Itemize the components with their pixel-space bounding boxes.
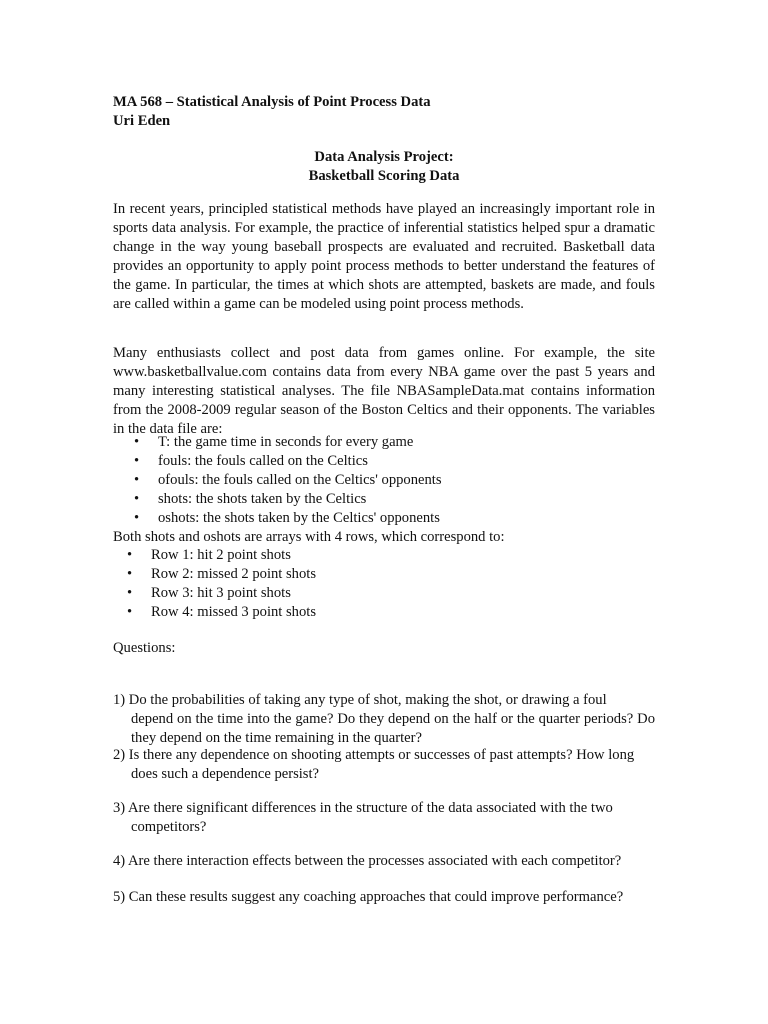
question-first-line: 1) Do the probabilities of taking any type of shot, making the shot, or drawing a foul <box>113 692 607 708</box>
project-title-line-2: Basketball Scoring Data <box>308 167 460 184</box>
list-item: • Row 1: hit 2 point shots <box>151 546 316 565</box>
list-item: • Row 3: hit 3 point shots <box>151 584 316 603</box>
question-1 <box>113 691 655 748</box>
question-first-line: 2) Is there any dependence on shooting attempts or successes of past attempts? How long <box>113 747 635 763</box>
question-3 <box>113 799 655 837</box>
question-continuation: competitors? <box>131 818 207 835</box>
course-title: MA 568 – Statistical Analysis of Point Process Data <box>113 94 431 110</box>
question-5 <box>113 888 655 907</box>
list-item: • oshots: the shots taken by the Celtics' opponents <box>158 509 442 528</box>
list-item: • Row 2: missed 2 point shots <box>151 565 316 584</box>
list-item: • T: the game time in seconds for every game <box>158 433 442 452</box>
rows-intro: Both shots and oshots are arrays with 4 rows, which correspond to: <box>113 529 505 545</box>
question-2 <box>113 746 655 784</box>
questions-heading: Questions: <box>113 640 176 656</box>
list-item: • shots: the shots taken by the Celtics <box>158 490 442 509</box>
list-item: • fouls: the fouls called on the Celtics <box>158 452 442 471</box>
question-continuation: does such a dependence persist? <box>131 765 320 782</box>
variables-list <box>158 433 442 527</box>
data-source-paragraph: Many enthusiasts collect and post data from games online. For example, the site www.basketballvalue.com contains data from every NBA game over the past 5 years and many interesting statistical analyses. The file NBASampleData.mat contains information from the 2008-2009 regular season of the Boston Celtics and their opponents. The variables in the data file are: <box>113 345 655 437</box>
author-name: Uri Eden <box>113 113 171 129</box>
list-item: • ofouls: the fouls called on the Celtics' opponents <box>158 471 442 490</box>
list-item: • Row 4: missed 3 point shots <box>151 603 316 622</box>
question-continuation: depend on the time into the game? Do they depend on the half or the quarter periods? Do they depend on the time remaining in the quarter? <box>131 710 655 746</box>
question-first-line: 4) Are there interaction effects between the processes associated with each competitor? <box>113 853 622 869</box>
question-first-line: 5) Can these results suggest any coaching approaches that could improve performance? <box>113 889 624 905</box>
project-title <box>113 148 655 186</box>
question-4 <box>113 852 655 871</box>
rows-list <box>151 546 316 622</box>
question-first-line: 3) Are there significant differences in the structure of the data associated with the two <box>113 800 613 816</box>
intro-paragraph: In recent years, principled statistical methods have played an increasingly important role in sports data analysis. For example, the practice of inferential statistics helped spur a dramatic change in the way young baseball prospects are evaluated and recruited. Basketball data provides an opportunity to apply point process methods to better understand the features of the game. In particular, the times at which shots are attempted, baskets are made, and fouls are called within a game can be modeled using point process methods. <box>113 201 655 312</box>
project-title-line-1: Data Analysis Project: <box>314 149 454 165</box>
